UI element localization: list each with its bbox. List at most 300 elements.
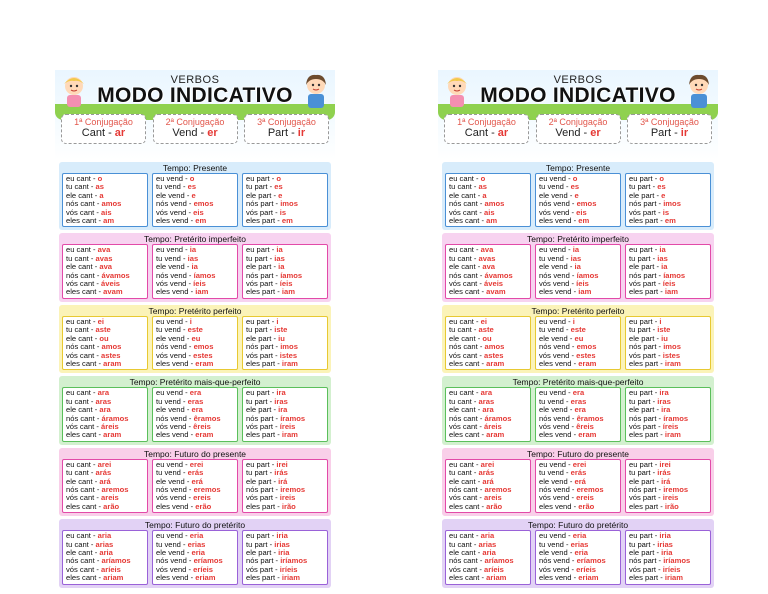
verb-ending: áramos: [484, 414, 512, 423]
verb-ending: eríamos: [193, 557, 223, 566]
pronoun-stem: vós cant -: [449, 494, 485, 503]
conjugation-line: [539, 217, 617, 225]
pronoun-stem: eles vend -: [156, 574, 196, 583]
pronoun-stem: tu vend -: [156, 397, 188, 406]
conjugation-line: [156, 360, 234, 368]
pronoun-stem: eu vend -: [539, 246, 573, 255]
verb-ending: ava: [99, 263, 113, 272]
conjugation-line: [539, 272, 617, 280]
pronoun-stem: tu cant -: [66, 254, 96, 263]
conjugation-line: [246, 431, 324, 439]
pronoun-stem: vós cant -: [66, 494, 102, 503]
conjugation-table: [535, 173, 621, 227]
pronoun-stem: vós part -: [246, 565, 280, 574]
tense-section: [59, 519, 331, 587]
verb-ending: as: [478, 183, 487, 192]
pronoun-stem: tu vend -: [539, 183, 571, 192]
verb-ending: iam: [195, 288, 209, 297]
conjugation-line: [156, 431, 234, 439]
conjugation-table: [535, 244, 621, 298]
verb-ending: e: [191, 191, 196, 200]
conjugation-line: [629, 398, 707, 406]
conjugation-line: [246, 335, 324, 343]
conjugation-table: [242, 244, 328, 298]
verb-ending: êreis: [193, 422, 211, 431]
sections-container: [55, 160, 335, 588]
verb-ending: areis: [101, 494, 119, 503]
pronoun-stem: eles vend -: [156, 431, 196, 440]
conjugation-ordinal: 1ª Conjugação: [457, 117, 516, 127]
verb-ending: avas: [478, 254, 496, 263]
pronoun-stem: eles cant -: [449, 288, 487, 297]
pronoun-stem: vós cant -: [449, 422, 485, 431]
verb-ending: aram: [103, 359, 122, 368]
conjugation-line: [66, 389, 144, 397]
conjugation-line: [66, 503, 144, 511]
conjugation-stem: Cant -: [464, 127, 498, 139]
tense-section: [59, 376, 331, 444]
verb-ending: áveis: [101, 280, 121, 289]
verb-ending: eremos: [576, 485, 604, 494]
verb-ending: íamos: [280, 271, 303, 280]
verb-ending: is: [662, 208, 670, 217]
conjugation-line: [449, 566, 527, 574]
pronoun-stem: tu cant -: [449, 254, 479, 263]
conjugation-table: [535, 459, 621, 513]
conjugation-table: [535, 530, 621, 584]
conjugation-table: [62, 244, 148, 298]
verb-ending: aríamos: [484, 557, 514, 566]
pronoun-stem: nós cant -: [66, 200, 102, 209]
pronoun-stem: tu vend -: [539, 540, 571, 549]
conjugation-line: [156, 503, 234, 511]
verb-ending: íramos: [280, 414, 306, 423]
pronoun-stem: nós cant -: [66, 343, 102, 352]
conjugation-line: [539, 280, 617, 288]
conjugation-line: [629, 415, 707, 423]
verb-ending: ias: [657, 254, 668, 263]
conjugation-line: [629, 423, 707, 431]
verb-ending: a: [482, 191, 487, 200]
conjugation-line: [156, 469, 234, 477]
pronoun-stem: tu part -: [246, 469, 275, 478]
conjugation-line: [539, 469, 617, 477]
verb-ending: era: [191, 406, 203, 415]
conjugation-row: [61, 114, 329, 144]
pronoun-stem: eles part -: [246, 574, 282, 583]
verb-ending: irá: [661, 477, 671, 486]
conjugation-line: [156, 343, 234, 351]
pronoun-stem: eu cant -: [66, 389, 98, 398]
conjugation-line: [449, 217, 527, 225]
conjugation-line: [156, 541, 234, 549]
pronoun-stem: ele part -: [629, 263, 662, 272]
pronoun-stem: nós vend -: [539, 557, 577, 566]
conjugation-line: [66, 318, 144, 326]
conjugation-line: [539, 192, 617, 200]
pronoun-stem: eles part -: [629, 574, 665, 583]
conjugation-line: [539, 175, 617, 183]
pronoun-stem: eles vend -: [539, 217, 579, 226]
tense-section: [442, 519, 714, 587]
conjugation-line: [449, 431, 527, 439]
verb-ending: arás: [95, 469, 112, 478]
pronoun-stem: vós cant -: [449, 280, 485, 289]
conjugation-line: [629, 280, 707, 288]
verb-ending: iria: [276, 532, 288, 541]
verb-ending: aria: [97, 532, 112, 541]
verb-ending: ereis: [576, 494, 594, 503]
conjugation-table: [62, 173, 148, 227]
pronoun-stem: ele part -: [629, 549, 662, 557]
verb-ending: eu: [191, 334, 201, 343]
pronoun-stem: nós vend -: [539, 200, 577, 209]
conjugation-line: [66, 343, 144, 351]
verb-ending: es: [274, 183, 283, 192]
verb-ending: iram: [664, 359, 681, 368]
conjugation-line: [539, 326, 617, 334]
conjugation-line: [246, 557, 324, 565]
verb-ending: o: [189, 175, 195, 183]
conjugation-box: [444, 114, 529, 144]
conjugation-box: [536, 114, 621, 144]
pronoun-stem: eu vend -: [156, 317, 190, 326]
verb-ending: irei: [659, 460, 671, 469]
verb-ending: ei: [480, 317, 488, 326]
verb-ending: ará: [99, 477, 111, 486]
conjugation-line: [246, 183, 324, 191]
tense-section: [59, 305, 331, 373]
conjugation-line: [449, 183, 527, 191]
conjugation-line: [66, 461, 144, 469]
conjugation-line: [539, 461, 617, 469]
conjugation-ordinal: 1ª Conjugação: [74, 117, 133, 127]
verb-ending: iram: [281, 359, 298, 368]
verb-ending: arão: [486, 502, 503, 511]
verb-ending: aram: [103, 431, 122, 440]
conjugation-line: [629, 406, 707, 414]
pronoun-stem: ele cant -: [449, 406, 483, 415]
conjugation-line: [629, 175, 707, 183]
pronoun-stem: ele cant -: [449, 191, 483, 200]
verb-ending: ia: [191, 263, 198, 272]
conjugation-line: [539, 263, 617, 271]
verb-ending: era: [189, 389, 202, 398]
conjugation-line: [156, 398, 234, 406]
pronoun-stem: nós vend -: [156, 557, 194, 566]
conjugation-table: [242, 530, 328, 584]
tense-title: Tempo: Presente: [545, 163, 611, 173]
verb-ending: iras: [657, 397, 671, 406]
pronoun-stem: eles cant -: [66, 431, 104, 440]
verb-ending: emos: [193, 200, 214, 209]
pronoun-stem: eu vend -: [156, 460, 190, 469]
pronoun-stem: ele vend -: [539, 334, 575, 343]
conjugation-line: [539, 494, 617, 502]
verb-ending: imos: [663, 200, 681, 209]
tense-section: [442, 448, 714, 516]
conjugation-line: [449, 541, 527, 549]
verb-ending: eras: [187, 397, 204, 406]
verb-ending: e: [278, 191, 283, 200]
conjugation-line: [539, 431, 617, 439]
poster-title: MODO INDICATIVO: [480, 84, 676, 107]
pronoun-stem: tu vend -: [156, 183, 188, 192]
verb-ending: ias: [274, 254, 285, 263]
pronoun-stem: eles vend -: [539, 574, 579, 583]
pronoun-stem: tu vend -: [539, 326, 571, 335]
pronoun-stem: ele cant -: [66, 549, 100, 557]
pronoun-stem: nós vend -: [156, 485, 194, 494]
conjugation-line: [449, 326, 527, 334]
pronoun-stem: ele cant -: [66, 334, 100, 343]
conjugation-line: [66, 183, 144, 191]
tense-title: Tempo: Presente: [162, 163, 228, 173]
pronoun-stem: eles vend -: [156, 359, 196, 368]
pronoun-stem: eu part -: [629, 246, 660, 255]
pronoun-stem: vós cant -: [66, 351, 102, 360]
conjugation-line: [629, 389, 707, 397]
conjugation-line: [246, 574, 324, 582]
conjugation-line: [629, 431, 707, 439]
pronoun-stem: tu part -: [629, 326, 658, 335]
conjugation-line: [629, 217, 707, 225]
verb-ending: erá: [574, 477, 586, 486]
conjugation-line: [156, 532, 234, 540]
pronoun-stem: vós part -: [629, 280, 663, 289]
pronoun-stem: tu vend -: [539, 469, 571, 478]
conjugation-line: [246, 352, 324, 360]
verb-ending: eram: [195, 359, 214, 368]
verb-ending: irias: [274, 540, 290, 549]
pronoun-stem: vós cant -: [66, 280, 102, 289]
pronoun-stem: tu vend -: [539, 397, 571, 406]
conjugation-table: [445, 459, 531, 513]
conjugation-line: [449, 574, 527, 582]
verb-ending: iria: [659, 532, 671, 541]
pronoun-stem: eu part -: [246, 317, 277, 326]
conjugation-line: [449, 272, 527, 280]
verb-ending: irás: [657, 469, 671, 478]
conjugation-table: [152, 459, 238, 513]
conjugation-line: [66, 246, 144, 254]
verb-ending: eriam: [195, 574, 216, 583]
conjugation-line: [246, 246, 324, 254]
pronoun-stem: eles vend -: [539, 431, 579, 440]
pronoun-stem: vós part -: [246, 422, 280, 431]
conjugation-columns: [62, 173, 328, 227]
conjugation-line: [66, 415, 144, 423]
verb-ending: imos: [280, 200, 298, 209]
pronoun-stem: eles cant -: [449, 574, 487, 583]
conjugation-line: [449, 343, 527, 351]
pronoun-stem: eu part -: [246, 532, 277, 541]
conjugation-line: [156, 183, 234, 191]
conjugation-line: [156, 406, 234, 414]
conjugation-table: [152, 316, 238, 370]
verb-ending: eras: [570, 397, 587, 406]
pronoun-stem: nós part -: [629, 271, 664, 280]
conjugation-ordinal: 3ª Conjugação: [640, 117, 699, 127]
verb-ending: iremos: [280, 485, 306, 494]
verb-ending: em: [578, 217, 590, 226]
pronoun-stem: eu cant -: [449, 246, 481, 255]
conjugation-line: [449, 360, 527, 368]
verb-ending: ia: [659, 246, 666, 255]
pronoun-stem: vós cant -: [449, 565, 485, 574]
pronoun-stem: ele cant -: [449, 549, 483, 557]
pronoun-stem: tu cant -: [66, 540, 96, 549]
tense-title: Tempo: Pretérito perfeito: [148, 305, 242, 316]
verb-ending: erias: [187, 540, 206, 549]
verb-ending: ávamos: [101, 271, 130, 280]
conjugation-line: [629, 541, 707, 549]
verb-ending: am: [486, 217, 498, 226]
pronoun-stem: tu part -: [246, 183, 275, 192]
verb-ending: aríamos: [101, 557, 131, 566]
conjugation-line: [449, 486, 527, 494]
tense-title: Tempo: Futuro do pretérito: [527, 520, 629, 531]
verb-ending: aras: [478, 397, 495, 406]
conjugation-line: [66, 574, 144, 582]
conjugation-line: [156, 217, 234, 225]
pronoun-stem: ele cant -: [66, 263, 100, 272]
conjugation-box: [244, 114, 329, 144]
verb-ending: imos: [280, 343, 298, 352]
verb-ending: erão: [195, 502, 212, 511]
pronoun-stem: eu cant -: [66, 246, 98, 255]
pronoun-stem: ele vend -: [156, 334, 192, 343]
verb-ending: arias: [95, 540, 114, 549]
pronoun-stem: nós part -: [629, 200, 664, 209]
tense-title: Tempo: Futuro do presente: [526, 448, 630, 459]
conjugation-line: [539, 335, 617, 343]
conjugation-line: [246, 406, 324, 414]
pronoun-stem: ele part -: [246, 406, 279, 415]
conjugation-line: [156, 478, 234, 486]
pronoun-stem: eles vend -: [156, 288, 196, 297]
verb-ending: es: [187, 183, 197, 192]
conjugation-line: [66, 469, 144, 477]
conjugation-line: [246, 288, 324, 296]
conjugation-line: [449, 423, 527, 431]
conjugation-line: [156, 263, 234, 271]
verb-ending: íeis: [279, 280, 293, 289]
conjugation-line: [539, 343, 617, 351]
pronoun-stem: ele part -: [246, 263, 279, 272]
conjugation-table: [152, 530, 238, 584]
conjugation-ending: er: [207, 127, 218, 139]
pronoun-stem: tu cant -: [449, 540, 479, 549]
verb-ending: ira: [278, 406, 288, 415]
conjugation-line: [449, 478, 527, 486]
conjugation-table: [152, 173, 238, 227]
verb-ending: em: [195, 217, 207, 226]
verb-ending: ia: [661, 263, 668, 272]
verb-ending: íeis: [193, 280, 206, 289]
pronoun-stem: nós vend -: [539, 485, 577, 494]
conjugation-row: [444, 114, 712, 144]
verb-ending: erei: [189, 460, 204, 469]
verb-ending: iu: [661, 334, 668, 343]
conjugation-line: [539, 549, 617, 557]
conjugation-line: [246, 326, 324, 334]
conjugation-line: [629, 192, 707, 200]
pronoun-stem: eu cant -: [66, 532, 98, 541]
conjugation-line: [156, 566, 234, 574]
conjugation-line: [539, 398, 617, 406]
pronoun-stem: eles vend -: [156, 502, 196, 511]
conjugation-line: [539, 288, 617, 296]
conjugation-stem: Vend -: [555, 127, 591, 139]
conjugation-table: [152, 387, 238, 441]
pronoun-stem: vós vend -: [156, 494, 194, 503]
pronoun-stem: nós cant -: [66, 485, 102, 494]
conjugation-table: [625, 244, 711, 298]
pronoun-stem: eles cant -: [449, 431, 487, 440]
conjugation-table: [152, 244, 238, 298]
conjugation-line: [66, 352, 144, 360]
pronoun-stem: tu part -: [629, 183, 658, 192]
conjugation-table: [62, 316, 148, 370]
verb-ending: is: [279, 208, 287, 217]
conjugation-line: [246, 343, 324, 351]
pronoun-stem: ele vend -: [156, 406, 192, 415]
conjugation-line: [66, 288, 144, 296]
verb-ending: aremos: [484, 485, 512, 494]
pronoun-stem: vós cant -: [66, 422, 102, 431]
conjugation-line: [539, 246, 617, 254]
pronoun-stem: eu part -: [246, 389, 277, 398]
verb-ending: irias: [657, 540, 673, 549]
pronoun-stem: nós part -: [246, 557, 281, 566]
conjugation-stem-line: [537, 127, 620, 139]
conjugation-ordinal: 2ª Conjugação: [165, 117, 225, 127]
verb-ending: era: [572, 389, 585, 398]
pronoun-stem: ele cant -: [449, 477, 483, 486]
pronoun-stem: nós cant -: [449, 343, 485, 352]
conjugation-table: [445, 173, 531, 227]
conjugation-ending: ar: [114, 127, 126, 139]
conjugation-line: [539, 478, 617, 486]
verb-ending: amos: [101, 200, 122, 209]
pronoun-stem: tu part -: [629, 469, 658, 478]
verb-ending: iria: [661, 549, 673, 557]
conjugation-table: [445, 244, 531, 298]
pronoun-stem: ele vend -: [156, 191, 192, 200]
pronoun-stem: eles vend -: [539, 502, 579, 511]
conjugation-box: [61, 114, 146, 144]
conjugation-line: [629, 574, 707, 582]
verb-ending: arias: [478, 540, 497, 549]
conjugation-table: [62, 387, 148, 441]
pronoun-stem: eles part -: [629, 502, 665, 511]
conjugation-line: [449, 494, 527, 502]
pronoun-stem: nós part -: [629, 557, 664, 566]
conjugation-line: [629, 343, 707, 351]
verb-ending: em: [281, 217, 293, 226]
verb-ending: íamos: [663, 271, 686, 280]
verb-ending: irás: [274, 469, 288, 478]
conjugation-line: [66, 280, 144, 288]
conjugation-line: [246, 360, 324, 368]
conjugation-line: [539, 352, 617, 360]
verb-ending: áramos: [101, 414, 129, 423]
verb-ending: ara: [480, 389, 493, 398]
pronoun-stem: tu cant -: [66, 183, 96, 192]
verb-ending: ava: [97, 246, 111, 255]
pronoun-stem: vós cant -: [66, 208, 102, 217]
